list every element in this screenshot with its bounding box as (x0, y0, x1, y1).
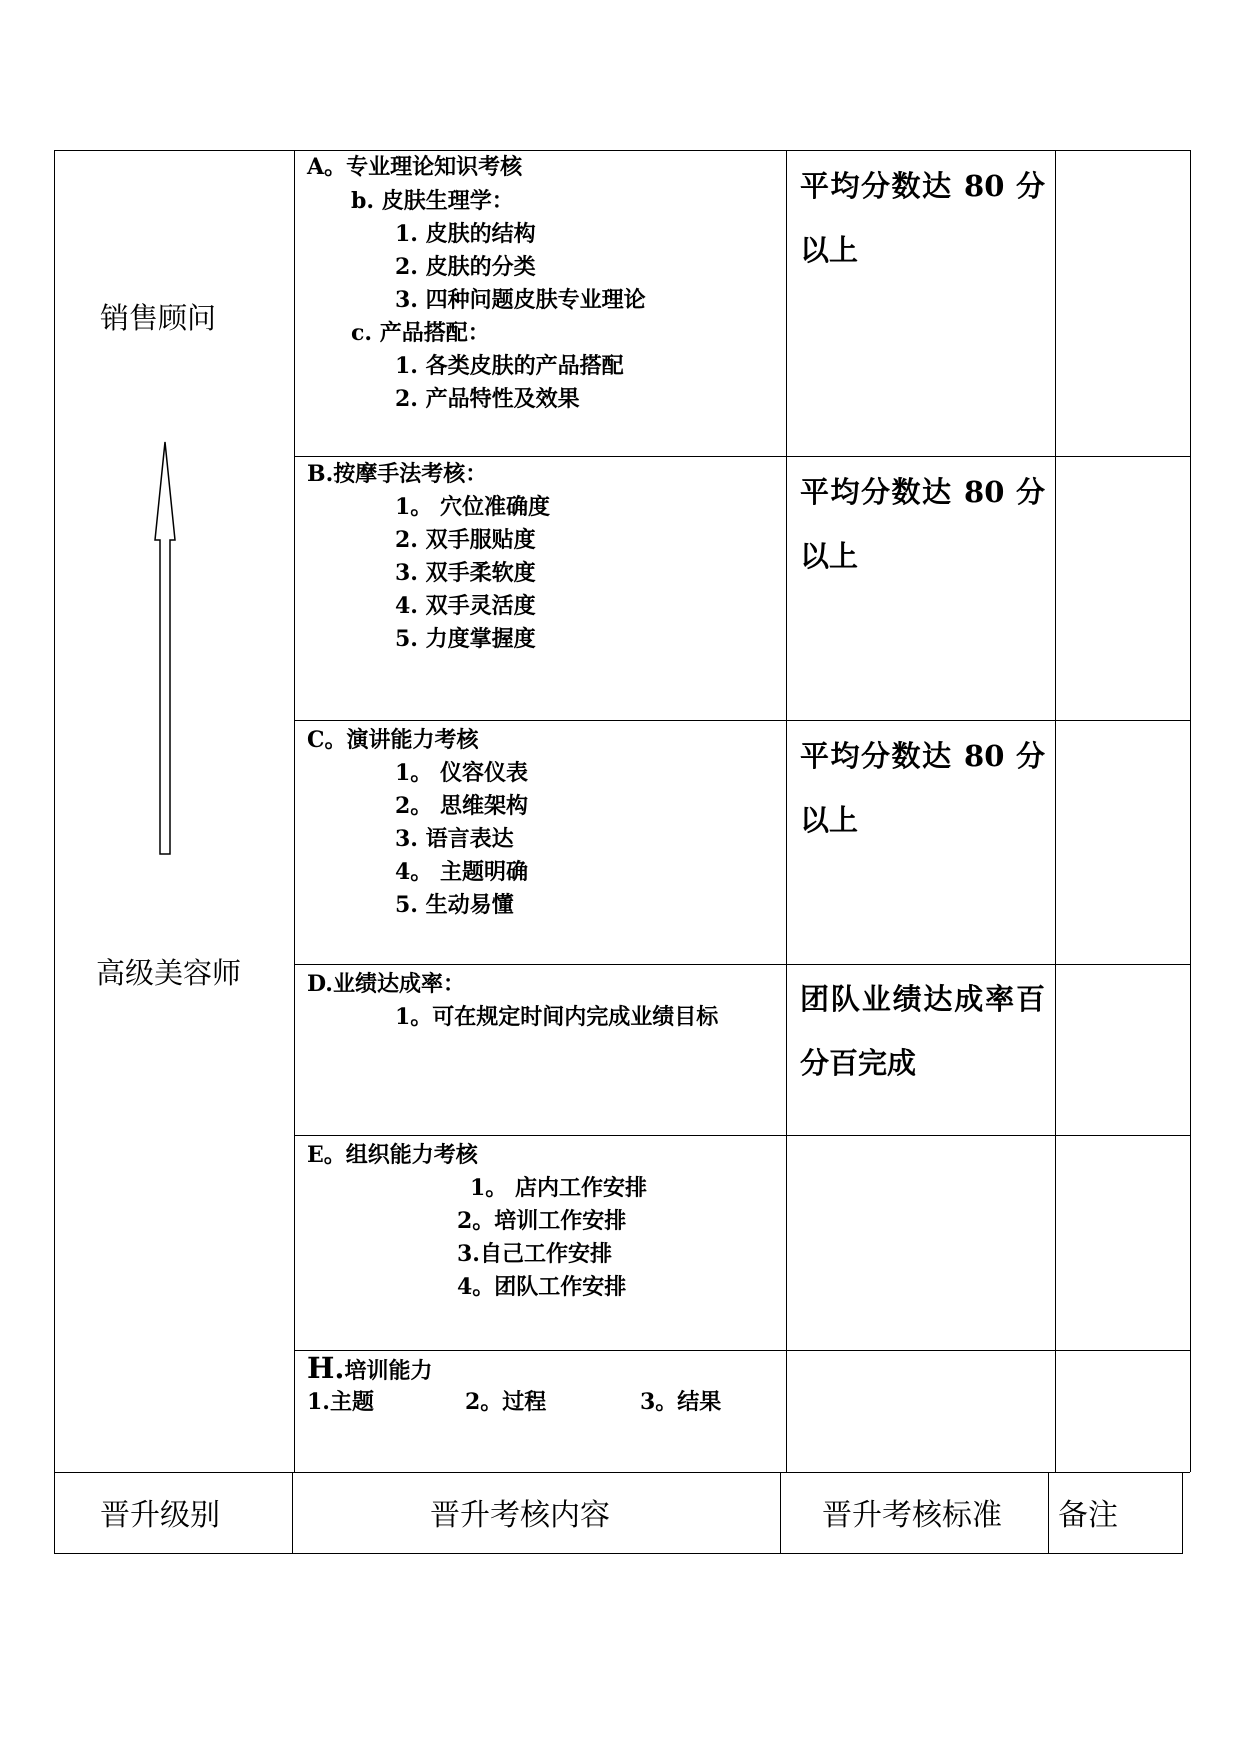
list-item: 3. 语言表达 (395, 826, 514, 852)
column-divider (780, 1472, 781, 1554)
list-item: 3.自己工作安排 (457, 1241, 612, 1267)
up-arrow-icon (150, 440, 180, 860)
list-item: 4。团队工作安排 (457, 1274, 627, 1300)
column-divider (294, 150, 295, 1472)
section-d-heading: D.业绩达成率： (307, 971, 465, 997)
list-item: c. 产品搭配： (351, 320, 490, 346)
list-item: 3. 双手柔软度 (395, 560, 536, 586)
section-b-standard: 平均分数达 80 分以上 (800, 475, 1045, 573)
target-level: 销售顾问 (100, 301, 217, 335)
column-divider (786, 150, 787, 1472)
table-border (1182, 1472, 1183, 1554)
column-divider (1048, 1472, 1049, 1554)
table-border (1190, 150, 1191, 1472)
list-item: 2。培训工作安排 (457, 1208, 627, 1234)
list-item: 2。过程 (465, 1389, 547, 1415)
current-level: 高级美容师 (96, 956, 242, 990)
list-item: 3。结果 (640, 1389, 722, 1415)
list-item: 1。 店内工作安排 (470, 1175, 647, 1201)
list-item: b. 皮肤生理学： (351, 188, 514, 214)
table-border (54, 150, 55, 1554)
list-item: 3. 四种问题皮肤专业理论 (395, 287, 646, 313)
section-a-standard: 平均分数达 80 分以上 (800, 169, 1045, 267)
list-item: 2. 双手服贴度 (395, 527, 536, 553)
section-e-heading: E。组织能力考核 (307, 1142, 478, 1168)
list-item: 2. 产品特性及效果 (395, 386, 580, 412)
list-item: 4. 双手灵活度 (395, 593, 536, 619)
section-b-heading: B.按摩手法考核： (307, 461, 488, 487)
table-border (54, 1553, 1182, 1554)
section-h-prefix: H. (307, 1351, 345, 1385)
footer-level-label: 晋升级别 (100, 1498, 220, 1533)
list-item: 2。 思维架构 (395, 793, 528, 819)
list-item: 5. 力度掌握度 (395, 626, 536, 652)
list-item: 2. 皮肤的分类 (395, 254, 536, 280)
list-item: 1. 各类皮肤的产品搭配 (395, 353, 624, 379)
column-divider (292, 1472, 293, 1554)
list-item: 1。可在规定时间内完成业绩目标 (395, 1004, 719, 1030)
list-item: 5. 生动易懂 (395, 892, 514, 918)
section-h-title: 培训能力 (344, 1358, 433, 1384)
table-border (54, 1472, 1190, 1473)
section-c-heading: C。演讲能力考核 (307, 727, 479, 753)
footer-remark-label: 备注 (1058, 1498, 1118, 1533)
table-border (54, 150, 1190, 151)
footer-content-label: 晋升考核内容 (430, 1498, 610, 1533)
footer-standard-label: 晋升考核标准 (822, 1498, 1002, 1533)
list-item: 1. 皮肤的结构 (395, 221, 536, 247)
list-item: 1.主题 (307, 1389, 374, 1415)
column-divider (1055, 150, 1056, 1472)
list-item: 1。 仪容仪表 (395, 760, 528, 786)
section-h-heading (307, 1352, 433, 1387)
section-d-standard: 团队业绩达成率百分百完成 (800, 982, 1045, 1080)
list-item: 4。 主题明确 (395, 859, 528, 885)
section-c-standard: 平均分数达 80 分以上 (800, 739, 1045, 837)
section-a-heading: A。专业理论知识考核 (307, 154, 523, 180)
list-item: 1。 穴位准确度 (395, 494, 550, 520)
